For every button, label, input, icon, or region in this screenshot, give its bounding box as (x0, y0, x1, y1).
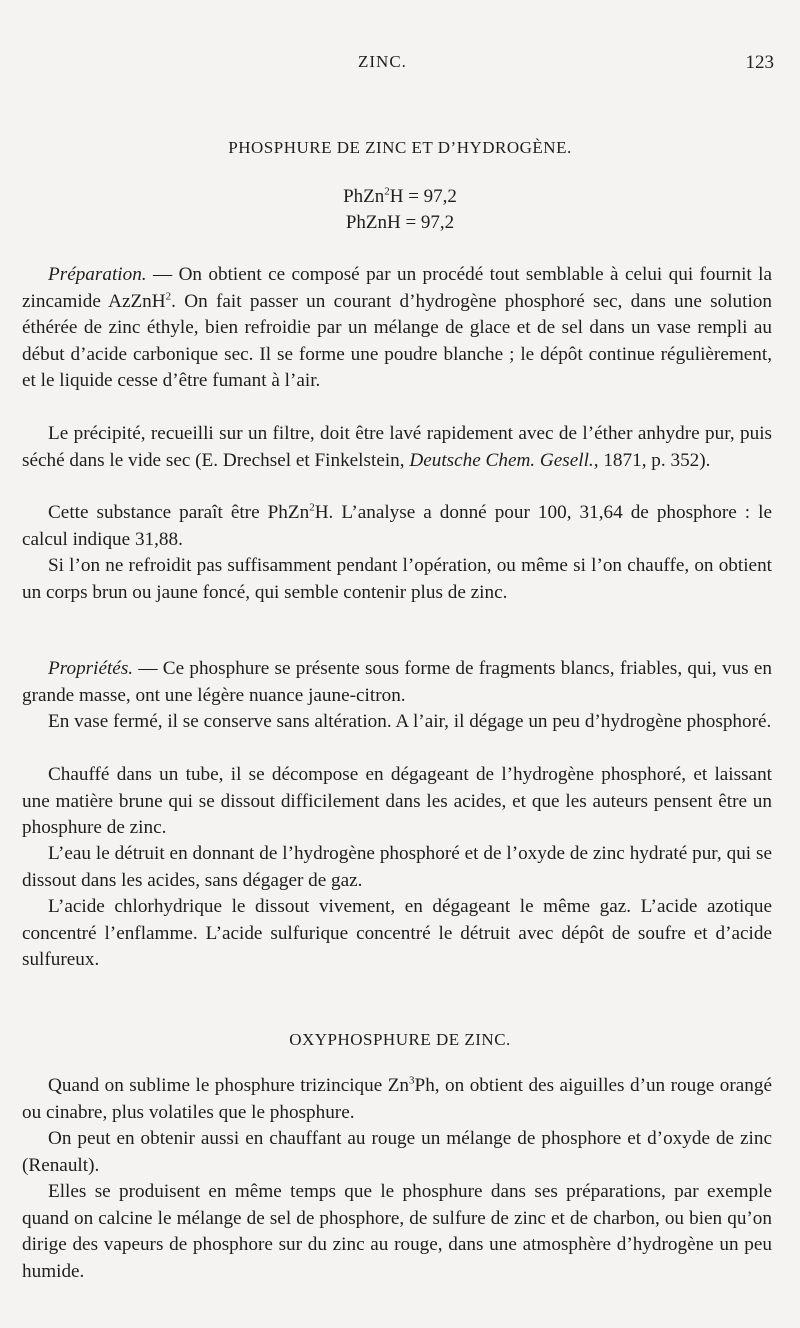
paragraph-obtenir: On peut en obtenir aussi en chauffant au rouge un mélange de phosphore et d’oxyde de zinc (Renault). (22, 1128, 772, 1176)
paragraph-proprietes: Propriétés. — Ce phosphure se présente sous forme de fragments blancs, friables, qui, vus en grande masse, ont une légère nuance jaune-citron. (22, 658, 772, 706)
paragraph-preparation: Préparation. — On obtient ce composé par un procédé tout semblable à celui qui fournit la zincamide AzZnH$^2$. On fait passer un courant d’hydrogène phosphoré sec, dans une solution éthérée de zinc éthyle, bien refroidie par un mélange de glace et de sel dans un vase rempli au début d’acide carbonique sec. Il se forme une poudre blanche ; le dépôt continue régulièrement, et le liquide cesse d’être fumant à l’air. (22, 264, 772, 391)
paragraph-sublime: Quand on sublime le phosphure trizincique Zn$^3$Ph, on obtient des aiguilles d’un rouge orangé ou cinabre, plus volatiles que le phosphure. (22, 1074, 772, 1123)
paragraph-precipite: Le précipité, recueilli sur un filtre, doit être lavé rapidement avec de l’éther anhydre pur, puis séché dans le vide sec (E. Drechsel et Finkelstein, Deutsche Chem. Gesell., 1871, p. 352). (22, 423, 772, 471)
formula-2: PhZnH = 97,2 (345, 212, 455, 233)
paragraph-chauffe: Chauffé dans un tube, il se décompose en dégageant de l’hydrogène phosphoré, et laissant une matière brune qui se dissout difficilement dans les acides, et que les auteurs pensent être un phosphure de zinc. (22, 764, 772, 838)
paragraph-elles: Elles se produisent en même temps que le phosphure dans ses préparations, par exemple quand on calcine le mélange de sel de phosphore, de sulfure de zinc et de charbon, ou bien qu’on dirige des vapeurs de phosphore sur du zinc au rouge, dans une atmosphère d’hydrogène un peu humide. (22, 1181, 772, 1282)
paragraph-acide: L’acide chlorhydrique le dissout vivement, en dégageant le même gaz. L’acide azotique concentré l’enflamme. L’acide sulfurique concentré le détruit avec dépôt de soufre et d’acide sulfureux. (22, 896, 772, 970)
formula-1: PhZn$^2$H = 97,2 (343, 185, 457, 207)
section-title-phosphure: PHOSPHURE DE ZINC ET D’HYDROGÈNE. (228, 138, 572, 157)
page-number: 123 (745, 52, 774, 73)
paragraph-eau: L’eau le détruit en donnant de l’hydrogène phosphoré et de l’oxyde de zinc hydraté pur, qui se dissout dans les acides, sans dégager de gaz. (22, 843, 772, 891)
preparation-heading: Préparation. (48, 264, 147, 285)
running-header (0, 52, 800, 76)
section-title-oxyphosphure: OXYPHOSPHURE DE ZINC. (289, 1030, 511, 1049)
running-title: ZINC. (358, 52, 407, 71)
proprietes-heading: Propriétés. (48, 658, 134, 679)
paragraph-refroidit: Si l’on ne refroidit pas suffisamment pendant l’opération, ou même si l’on chauffe, on obtient un corps brun ou jaune foncé, qui semble contenir plus de zinc. (22, 555, 772, 603)
paragraph-substance: Cette substance paraît être PhZn$^2$H. L’analyse a donné pour 100, 31,64 de phosphore : le calcul indique 31,88. (22, 501, 772, 550)
paragraph-vase: En vase fermé, il se conserve sans altération. A l’air, il dégage un peu d’hydrogène phosphoré. (48, 711, 772, 732)
journal-title: Deutsche Chem. Gesell. (409, 449, 594, 471)
